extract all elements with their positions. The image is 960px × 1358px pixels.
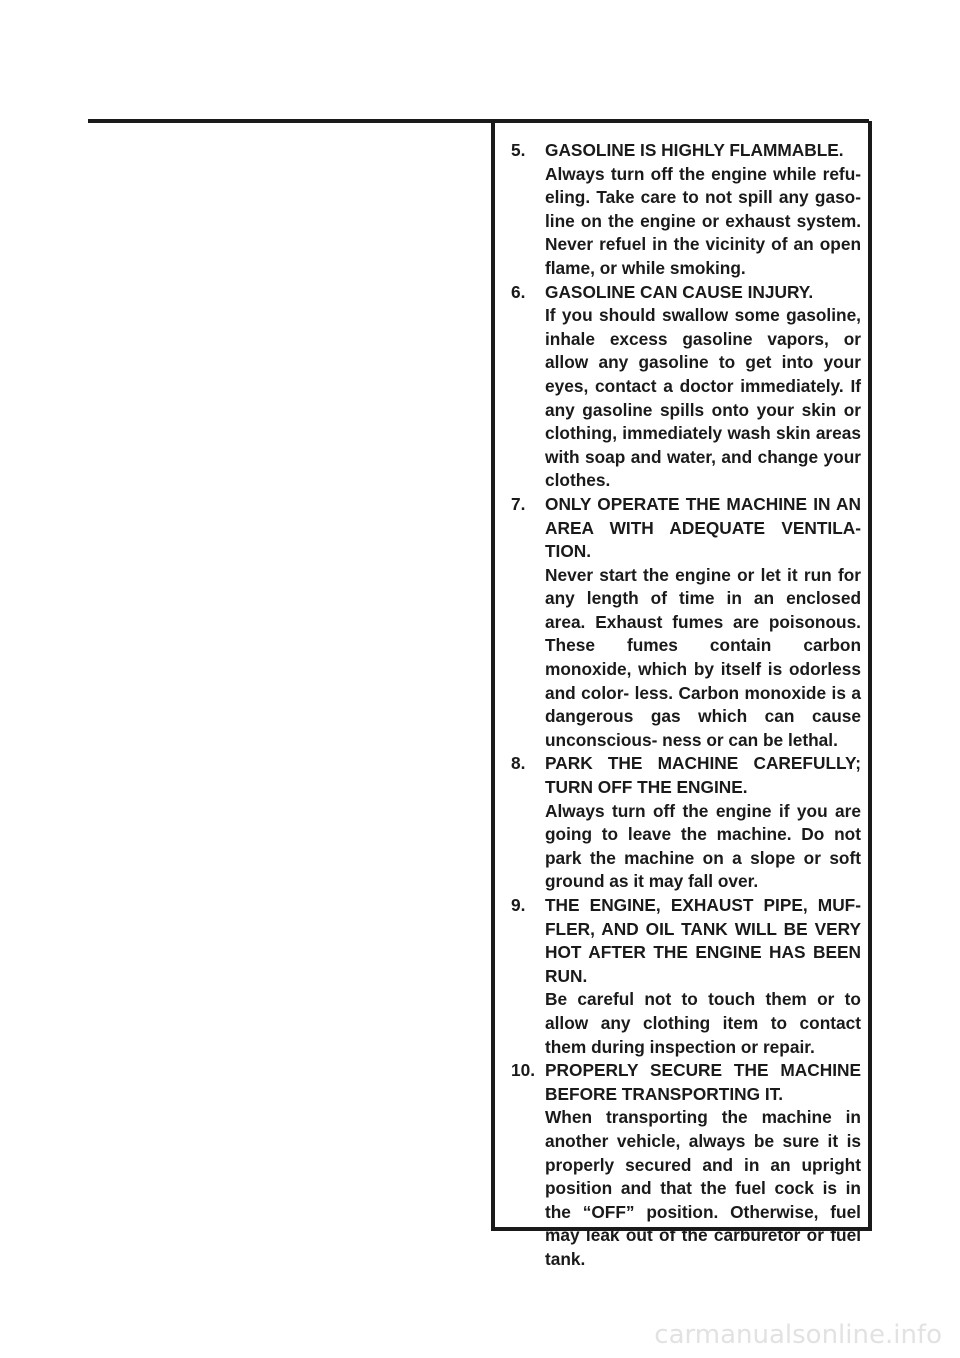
warning-item-9	[511, 894, 861, 1059]
warning-heading: GASOLINE CAN CAUSE INJURY.	[545, 281, 814, 302]
warning-heading: ONLY OPERATE THE MACHINE IN AN AREA WITH ADEQUATE VENTILA- TION.	[545, 493, 861, 562]
warning-body: Be careful not to touch them or to allow any clothing item to contact them during inspection or repair.	[545, 989, 861, 1057]
warning-body: Always turn off the engine if you are going to leave the machine. Do not park the machine on a slope or soft ground as it may fall over.	[545, 800, 861, 892]
warning-heading: PARK THE MACHINE CAREFULLY; TURN OFF THE ENGINE.	[545, 753, 861, 798]
warning-body: If you should swallow some gasoline, inhale excess gasoline vapors, or allow any gasoline to get into your eyes, contact a doctor immediately. If any gasoline spills onto your skin or clothing, immediately wash skin areas with soap and water, and change your clothes.	[545, 305, 861, 491]
warning-box	[491, 121, 872, 1269]
warning-list	[511, 139, 861, 1272]
warning-number: 9.	[511, 895, 526, 915]
warning-heading: THE ENGINE, EXHAUST PIPE, MUF- FLER, AND OIL TANK WILL BE VERY HOT AFTER THE ENGINE HAS BEEN RUN.	[545, 895, 861, 986]
warning-heading: PROPERLY SECURE THE MACHINE BEFORE TRANSPORTING IT.	[545, 1060, 861, 1104]
warning-item-7	[511, 493, 861, 753]
warning-number: 7.	[511, 493, 526, 514]
warning-number: 10.	[511, 1060, 536, 1081]
warning-item-6	[511, 281, 861, 493]
warning-number: 8.	[511, 753, 526, 774]
warning-body: Always turn off the engine while refu- eling. Take care to not spill any gaso- line on the engine or exhaust system. Never refuel in the vicinity of an open flame, or while smoking.	[545, 163, 861, 278]
warning-body: When transporting the machine in another vehicle, always be sure it is properly secured and in an upright position and that the fuel cock is in the “OFF” position. Otherwise, fuel may leak out of the carburetor or fuel tank.	[545, 1107, 861, 1269]
warning-item-10	[511, 1059, 861, 1271]
watermark-text: carmanualsonline.info	[654, 1320, 942, 1350]
warning-item-8	[511, 752, 861, 894]
warning-body: Never start the engine or let it run for any length of time in an enclosed area. Exhaust fumes are poisonous. These fumes contain carbon monoxide, which by itself is odorless and color- less. Carbon monoxide is a dangerous gas which can cause unconscious- ness or can be lethal.	[545, 564, 861, 750]
warning-heading: GASOLINE IS HIGHLY FLAMMABLE.	[545, 140, 844, 160]
warning-number: 6.	[511, 281, 526, 302]
warning-item-5	[511, 139, 861, 281]
warning-number: 5.	[511, 140, 526, 160]
